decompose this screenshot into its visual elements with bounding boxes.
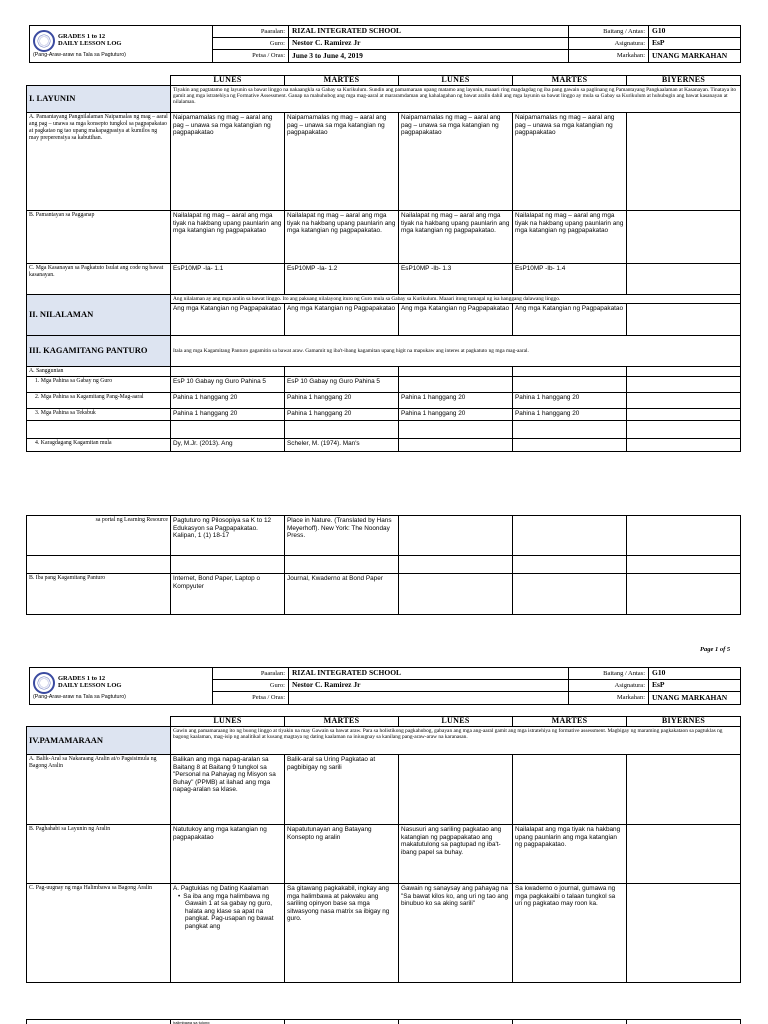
page1-header — [29, 25, 741, 63]
table-cell: Naipamamalas ng mag – aaral ang pag – unawa sa mga katangian ng pagpapakatao — [513, 113, 627, 211]
table-cell: EsP10MP -Ia- 1.2 — [285, 264, 399, 295]
petsa-value — [289, 692, 569, 705]
guro-label: Guro: — [213, 680, 289, 692]
day-col-2: MARTES — [285, 76, 399, 86]
page-number: Page 1 of 5 — [700, 646, 731, 653]
table-cell: Nailalapat ng mag – aaral ang mga tiyak na hakbang upang paunlarin ang mga katangian ng pagpapakatao. — [399, 211, 513, 264]
asignatura-value: EsP — [649, 680, 741, 692]
table-cell — [399, 516, 513, 556]
table-cell — [171, 884, 285, 983]
markahan-value: UNANG MARKAHAN — [649, 50, 741, 63]
row-label-balik-aral: A. Balik-Aral sa Nakaraang Aralin at/o Pagsisimula ng Bagong Aralin — [27, 755, 171, 825]
table-cell: Napatutunayan ang Batayang Konsepto ng aralin — [285, 825, 399, 884]
table-cell: Pahina 1 hanggang 20 — [171, 409, 285, 421]
petsa-label: Petsa / Oras: — [213, 50, 289, 63]
table-cell: Journal, Kwaderno at Bond Paper — [285, 574, 399, 615]
table-cell — [513, 439, 627, 452]
bottom-stub-table — [26, 1019, 741, 1024]
page2-header — [29, 667, 741, 705]
layunin-note: Tiyakin ang pagtatamo ng layunin sa bawat linggo na nakaangkla sa Gabay sa Kurikulum. Sundin ang pamamaraan upang matamo ang layunin, maaari ring magdagdag ng iba pang gawain sa paglinang ng Pamantayang Pangkaalaman at Kasanayan. Tinataya ito gamit ang mga istratehiya ng Formative Assessment. Ganap na mahuhubog ang mga mag-aaral at mararamdaman ang kahalagahan ng bawat aralin dahil ang mga layunin sa bawat linggo ay mula sa Gabay sa Kurikulum at huhubugin ang bawat kasanayan at nilalaman. — [171, 86, 741, 113]
row-label-pamantayan-sa-pagganap: B. Pamantayan sa Pagganap — [27, 211, 171, 264]
table-cell: Ang mga Katangian ng Pagpapakatao — [171, 304, 285, 336]
petsa-value: June 3 to June 4, 2019 — [289, 50, 569, 63]
table-cell — [627, 264, 741, 295]
table-cell: Naipamamalas ng mag – aaral ang pag – unawa sa mga katangian ng pagpapakatao — [399, 113, 513, 211]
paaralan-label: Paaralan: — [213, 26, 289, 38]
asignatura-value: EsP — [649, 38, 741, 50]
table-cell: Pahina 1 hanggang 20 — [285, 409, 399, 421]
page1-body — [26, 75, 741, 452]
day-col-3: LUNES — [399, 76, 513, 86]
table-cell — [399, 755, 513, 825]
table-cell: Natutukoy ang mga katangian ng pagpapakatao — [171, 825, 285, 884]
deped-seal-icon — [33, 30, 55, 52]
table-cell: Internet, Bond Paper, Laptop o Kompyuter — [171, 574, 285, 615]
deped-seal-icon — [33, 672, 55, 694]
markahan-value: UNANG MARKAHAN — [649, 692, 741, 705]
baitang-value: G10 — [649, 26, 741, 38]
table-cell: Pahina 1 hanggang 20 — [513, 393, 627, 409]
table-cell: Naipamamalas ng mag – aaral ang pag – unawa sa mga katangian ng pagpapakatao — [285, 113, 399, 211]
table-cell: Pahina 1 hanggang 20 — [513, 409, 627, 421]
table-cell — [627, 113, 741, 211]
continuation-table — [26, 515, 741, 615]
section-kagamitang-panturo: III. KAGAMITANG PANTURO — [27, 336, 171, 367]
baitang-label: Baitang / Antas: — [569, 26, 649, 38]
table-cell: Nailalapat ng mag – aaral ang mga tiyak na hakbang upang paunlarin ang mga katangian ng pagpapakatao. — [285, 211, 399, 264]
baitang-value: G10 — [649, 668, 741, 680]
table-cell: Balik-aral sa Uring Pagkatao at pagbibigay ng sarili — [285, 755, 399, 825]
table-cell — [513, 377, 627, 393]
table-cell: Scheler, M. (1974). Man's — [285, 439, 399, 452]
table-cell: Naipamamalas ng mag – aaral ang pag – unawa sa mga katangian ng pagpapakatao — [171, 113, 285, 211]
row-label-pamantayang-pangnilalaman: A. Pamantayang Pangnilalaman Naipamalas ng mag – aaral ang pag – unawa sa mga konsepto tungkol sa pagpapakatao at pagkatao ng tao upang makapagpasiya at kumilos ng may preperensiya sa kabutihan. — [27, 113, 171, 211]
table-cell — [513, 574, 627, 615]
nilalaman-note: Ang nilalaman ay ang mga aralin sa bawat linggo. Ito ang pakuang nilalayong ituro ng Guro mula sa Gabay sa Kurikulum. Maaari itong tumagal ng isa hanggang dalawang linggo. — [171, 295, 741, 304]
row-label-iba-pang-kagamitan: B. Iba pang Kagamitang Panturo — [27, 574, 171, 615]
table-cell: Sa gitawang pagkakabil, ingkay ang mga halimbawa at pakwaku ang sariling opinyon base sa mga sitwasyong nasa matrix sa ibigay ng guro. — [285, 884, 399, 983]
table-cell — [627, 574, 741, 615]
table-cell: Ang mga Katangian ng Pagpapakatao — [285, 304, 399, 336]
kagamitan-note: Itala ang mga Kagamitang Panturo gagamitin sa bawat araw. Gamamit ng iba't-ibang kagamitan upang higit na mapukaw ang interes at pagkatuto ng mga mag-aaral. — [171, 336, 741, 367]
table-cell — [627, 377, 741, 393]
table-cell — [627, 884, 741, 983]
title-line1: GRADES 1 to 12 — [58, 674, 106, 682]
table-cell: Dy, M.Jr. (2013). Ang — [171, 439, 285, 452]
markahan-label: Markahan: — [569, 692, 649, 705]
table-cell — [513, 516, 627, 556]
guro-value: Nestor C. Ramirez Jr — [289, 680, 569, 692]
row-label-kagamitang-pang-mag-aaral: 2. Mga Pahina sa Kagamitang Pang-Mag-aaral — [27, 393, 171, 409]
paaralan-value: RIZAL INTEGRATED SCHOOL — [289, 26, 569, 38]
table-cell — [627, 409, 741, 421]
row-label-paghahabi: B. Paghahabi sa Layunin ng Aralin — [27, 825, 171, 884]
title-line1: GRADES 1 to 12 — [58, 32, 106, 40]
table-cell — [513, 755, 627, 825]
table-cell — [627, 825, 741, 884]
pamamaraan-note: Gawin ang pamamaraang ito ng buong linggo at tiyakin na may Gawain sa bawat araw. Para sa holistikong pagkahubog, gabayan ang mga ang-aaral gamit ang mga istratehiya ng formative assessment. Magbigay ng maraming pagkakataon sa pagtuklas ng bagong kaalaman, mag-isip ng analitikal at kusang magtaya ng dating kaalaman na iniuugnay sa kanilang pang-araw-araw na karanasan. — [171, 727, 741, 755]
table-cell: EsP 10 Gabay ng Guro Pahina 5 — [171, 377, 285, 393]
day-col-1: LUNES — [171, 76, 285, 86]
table-cell — [627, 755, 741, 825]
table-cell — [627, 393, 741, 409]
table-cell: Pahina 1 hanggang 20 — [399, 393, 513, 409]
table-cell — [627, 304, 741, 336]
table-cell: Nailalapat ang mga tiyak na hakbang upang paunlarin ang mga katangian ng pagpapakatao. — [513, 825, 627, 884]
table-cell: Place in Nature. (Translated by Hans Meyerhoff). New York: The Noonday Press. — [285, 516, 399, 556]
section-pamamaraan: IV.PAMAMARAAN — [27, 727, 171, 755]
day-col-5: BIYERNES — [627, 717, 741, 727]
table-cell: Pahina 1 hanggang 20 — [285, 393, 399, 409]
list-item: • Sa iba ang mga halimbawa ng Gawain 1 at sa gabay ng guro, halata ang klase sa apat na pangkat. Pag-usapan ng bawat pangkat ang — [185, 893, 282, 931]
table-cell — [399, 574, 513, 615]
table-cell: EsP10MP -Ib- 1.4 — [513, 264, 627, 295]
table-cell: Gawain ng sanaysay ang pahayag na "Sa bawat kilos ko, ang uri ng tao ang binubuo ko sa aking sarili" — [399, 884, 513, 983]
table-cell: Sa kwaderno o journal, gumawa ng mga pagkakaibi o talaan tungkol sa uri ng pagkatao may roon ka. — [513, 884, 627, 983]
page2-body — [26, 716, 741, 983]
table-cell: Ang mga Katangian ng Pagpapakatao — [399, 304, 513, 336]
petsa-label: Petsa / Oras: — [213, 692, 289, 705]
table-cell: Pahina 1 hanggang 20 — [399, 409, 513, 421]
row-label-karagdagang-kagamitan: 4. Karagdagang Kagamitan mula — [27, 439, 171, 452]
table-cell: EsP 10 Gabay ng Guro Pahina 5 — [285, 377, 399, 393]
row-label-gabay-ng-guro: 1. Mga Pahina sa Gabay ng Guro — [27, 377, 171, 393]
table-cell: Balikan ang mga napag-aralan sa Baitang 8 at Baitang 9 tungkol sa "Personal na Pahayag ng Misyon sa Buhay" (PPMB) at ilahad ang mga napag-aralan sa klase. — [171, 755, 285, 825]
table-cell — [399, 439, 513, 452]
table-cell: EsP10MP -Ia- 1.1 — [171, 264, 285, 295]
row-label-teksbuk: 3. Mga Pahina sa Teksbuk — [27, 409, 171, 421]
table-cell: Nailalapat ng mag – aaral ang mga tiyak na hakbang upang paunlarin ang mga katangian ng pagpapakatao — [171, 211, 285, 264]
table-cell — [627, 211, 741, 264]
asignatura-label: Asignatura: — [569, 38, 649, 50]
table-cell: Nailalapat ng mag – aaral ang mga tiyak na hakbang upang paunlarin ang mga katangian ng pagpapakatao — [513, 211, 627, 264]
section-layunin: I. LAYUNIN — [27, 86, 171, 113]
table-cell — [627, 439, 741, 452]
table-cell — [399, 377, 513, 393]
table-cell: Nasusuri ang sariling pagkatao ang katangian ng pagpapakatao ang makatutulong sa pagtupad ng iba't-ibang papel sa buhay. — [399, 825, 513, 884]
day-col-4: MARTES — [513, 76, 627, 86]
table-cell: Ang mga Katangian ng Pagpapakatao — [513, 304, 627, 336]
markahan-label: Markahan: — [569, 50, 649, 63]
day-col-1: LUNES — [171, 717, 285, 727]
title-line3: (Pang-Araw-araw na Tala sa Pagtuturo) — [33, 51, 126, 58]
table-cell: EsP10MP -Ib- 1.3 — [399, 264, 513, 295]
cell-subtitle: A. Pagtukias ng Dating Kaalaman — [173, 885, 269, 892]
table-cell: halimbawa sa tulong — [171, 1020, 285, 1024]
day-col-5: BIYERNES — [627, 76, 741, 86]
paaralan-value: RIZAL INTEGRATED SCHOOL — [289, 668, 569, 680]
guro-value: Nestor C. Ramirez Jr — [289, 38, 569, 50]
table-cell — [627, 516, 741, 556]
table-cell: Pagtuturo ng Pilosopiya sa K to 12 Edukasyon sa Pagpapakatao. Kalipan, 1 (1) 18-17 — [171, 516, 285, 556]
day-col-3: LUNES — [399, 717, 513, 727]
day-col-4: MARTES — [513, 717, 627, 727]
title-line2: DAILY LESSON LOG — [58, 681, 122, 689]
row-label-pag-uugnay: C. Pag-uugnay ng mga Halimbawa sa Bagong Aralin — [27, 884, 171, 983]
day-col-2: MARTES — [285, 717, 399, 727]
table-cell: Pahina 1 hanggang 20 — [171, 393, 285, 409]
guro-label: Guro: — [213, 38, 289, 50]
asignatura-label: Asignatura: — [569, 680, 649, 692]
section-nilalaman: II. NILALAMAN — [27, 295, 171, 336]
title-line2: DAILY LESSON LOG — [58, 39, 122, 47]
title-block — [30, 668, 213, 705]
row-label-learning-resource: sa portal ng Learning Resource — [27, 516, 171, 556]
baitang-label: Baitang / Antas: — [569, 668, 649, 680]
row-label-kasanayan: C. Mga Kasanayan sa Pagkatuto Isulat ang code ng bawat kasanayan. — [27, 264, 171, 295]
paaralan-label: Paaralan: — [213, 668, 289, 680]
row-label-sanggunian: A. Sanggunian — [27, 367, 171, 377]
title-block — [30, 26, 213, 63]
title-line3: (Pang-Araw-araw na Tala sa Pagtuturo) — [33, 693, 126, 700]
